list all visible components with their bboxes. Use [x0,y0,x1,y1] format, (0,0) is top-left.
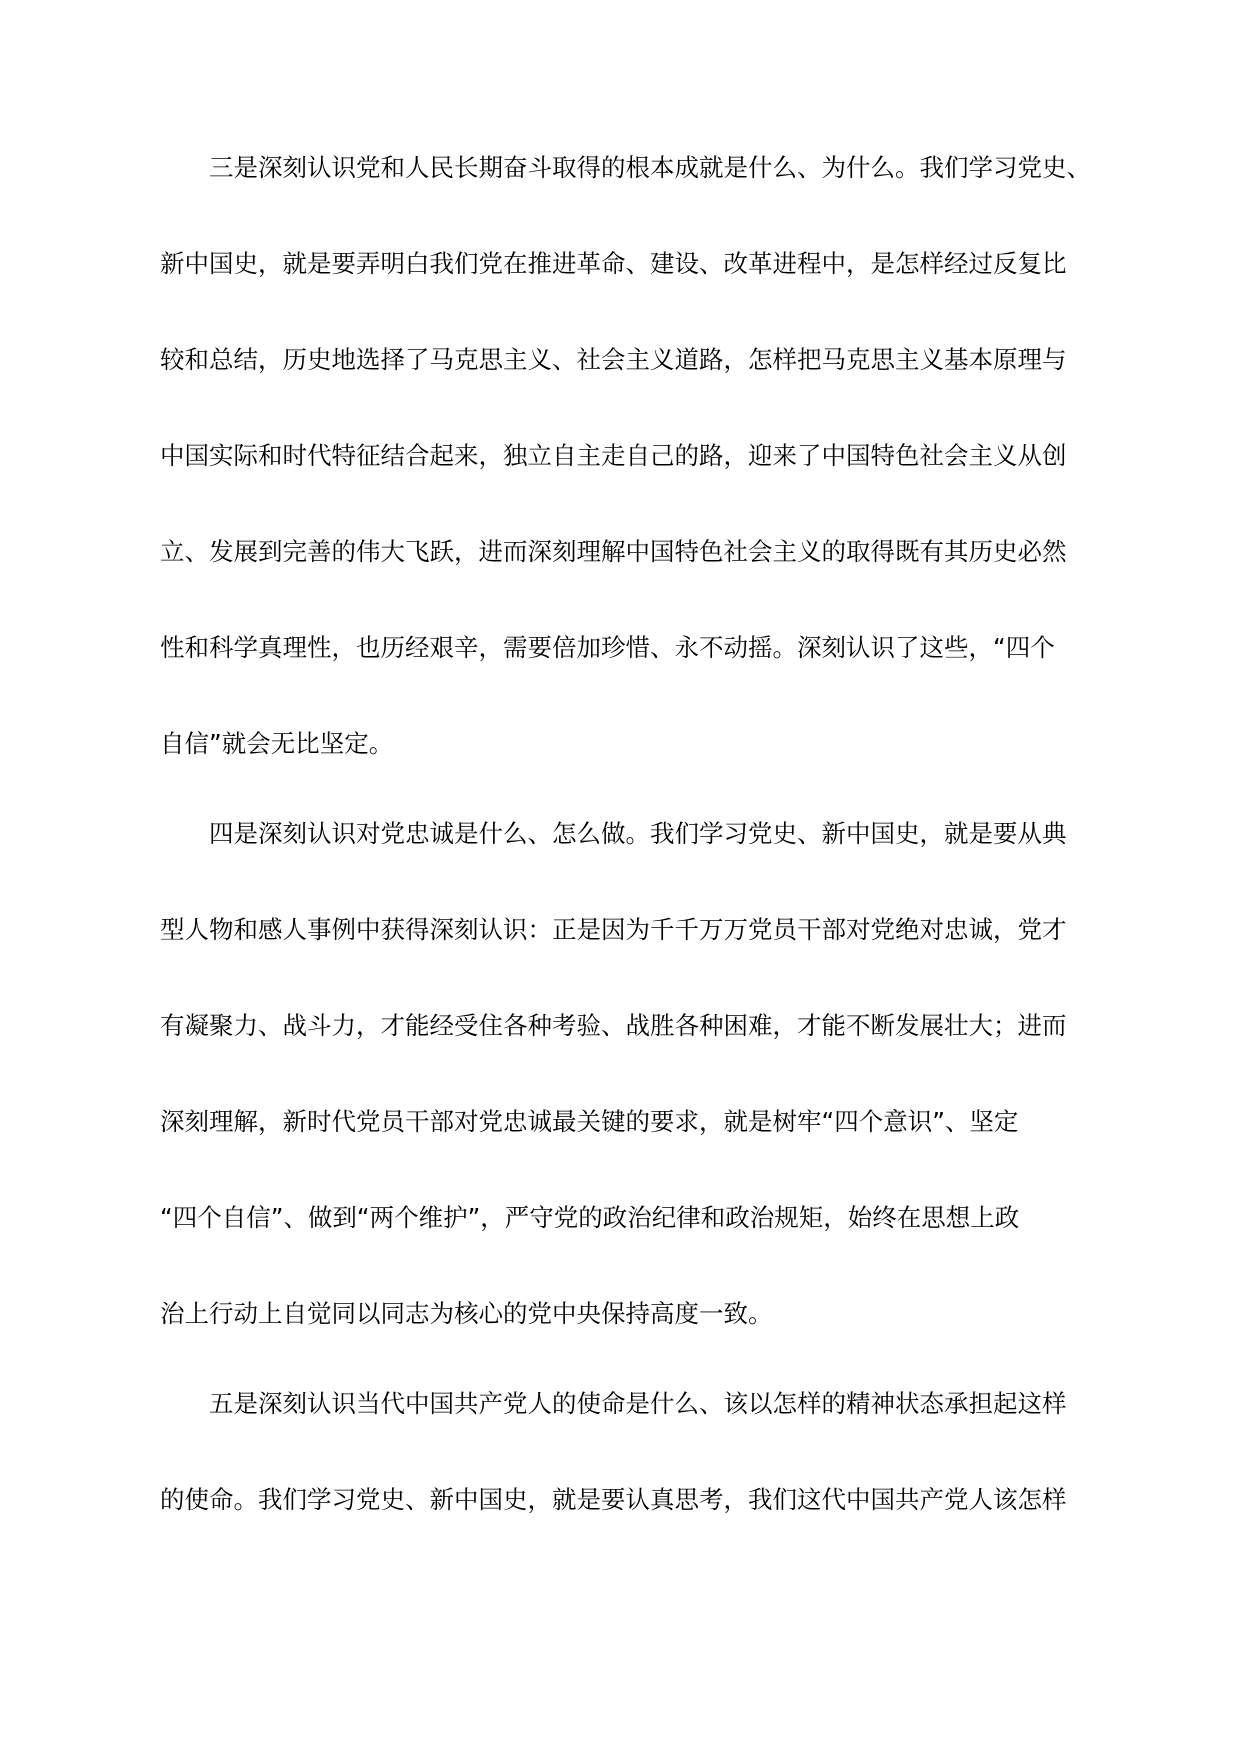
paragraph-four [160,786,1090,1356]
text-line: “四个自信”、做到“两个维护”，严守党的政治纪律和政治规矩，始终在思想上政 [160,1203,1020,1232]
paragraph-three [160,120,1090,786]
text-line: 五是深刻认识当代中国共产党人的使命是什么、该以怎样的精神状态承担起这样 [209,1389,1067,1418]
text-line: 新中国史，就是要弄明白我们党在推进革命、建设、改革进程中，是怎样经过反复比 [160,249,1067,278]
text-line: 立、发展到完善的伟大飞跃，进而深刻理解中国特色社会主义的取得既有其历史必然 [160,537,1067,566]
text-line: 三是深刻认识党和人民长期奋斗取得的根本成就是什么、为什么。我们学习党史、 [209,153,1091,182]
text-line: 四是深刻认识对党忠诚是什么、怎么做。我们学习党史、新中国史，就是要从典 [209,819,1067,848]
text-line: 较和总结，历史地选择了马克思主义、社会主义道路，怎样把马克思主义基本原理与 [160,345,1067,374]
text-line: 型人物和感人事例中获得深刻认识：正是因为千千万万党员干部对党绝对忠诚，党才 [160,915,1067,944]
text-line: 自信”就会无比坚定。 [160,729,394,758]
document-body [160,120,1090,1548]
text-line: 中国实际和时代特征结合起来，独立自主走自己的路，迎来了中国特色社会主义从创 [160,441,1067,470]
text-line: 的使命。我们学习党史、新中国史，就是要认真思考，我们这代中国共产党人该怎样 [160,1485,1067,1514]
text-line: 性和科学真理性，也历经艰辛，需要倍加珍惜、永不动摇。深刻认识了这些，“四个 [160,633,1055,662]
paragraph-five [160,1356,1090,1548]
text-line: 深刻理解，新时代党员干部对党忠诚最关键的要求，就是树牢“四个意识”、坚定 [160,1107,1019,1136]
text-line: 有凝聚力、战斗力，才能经受住各种考验、战胜各种困难，才能不断发展壮大；进而 [160,1011,1067,1040]
text-line: 治上行动上自觉同以同志为核心的党中央保持高度一致。 [160,1299,773,1328]
